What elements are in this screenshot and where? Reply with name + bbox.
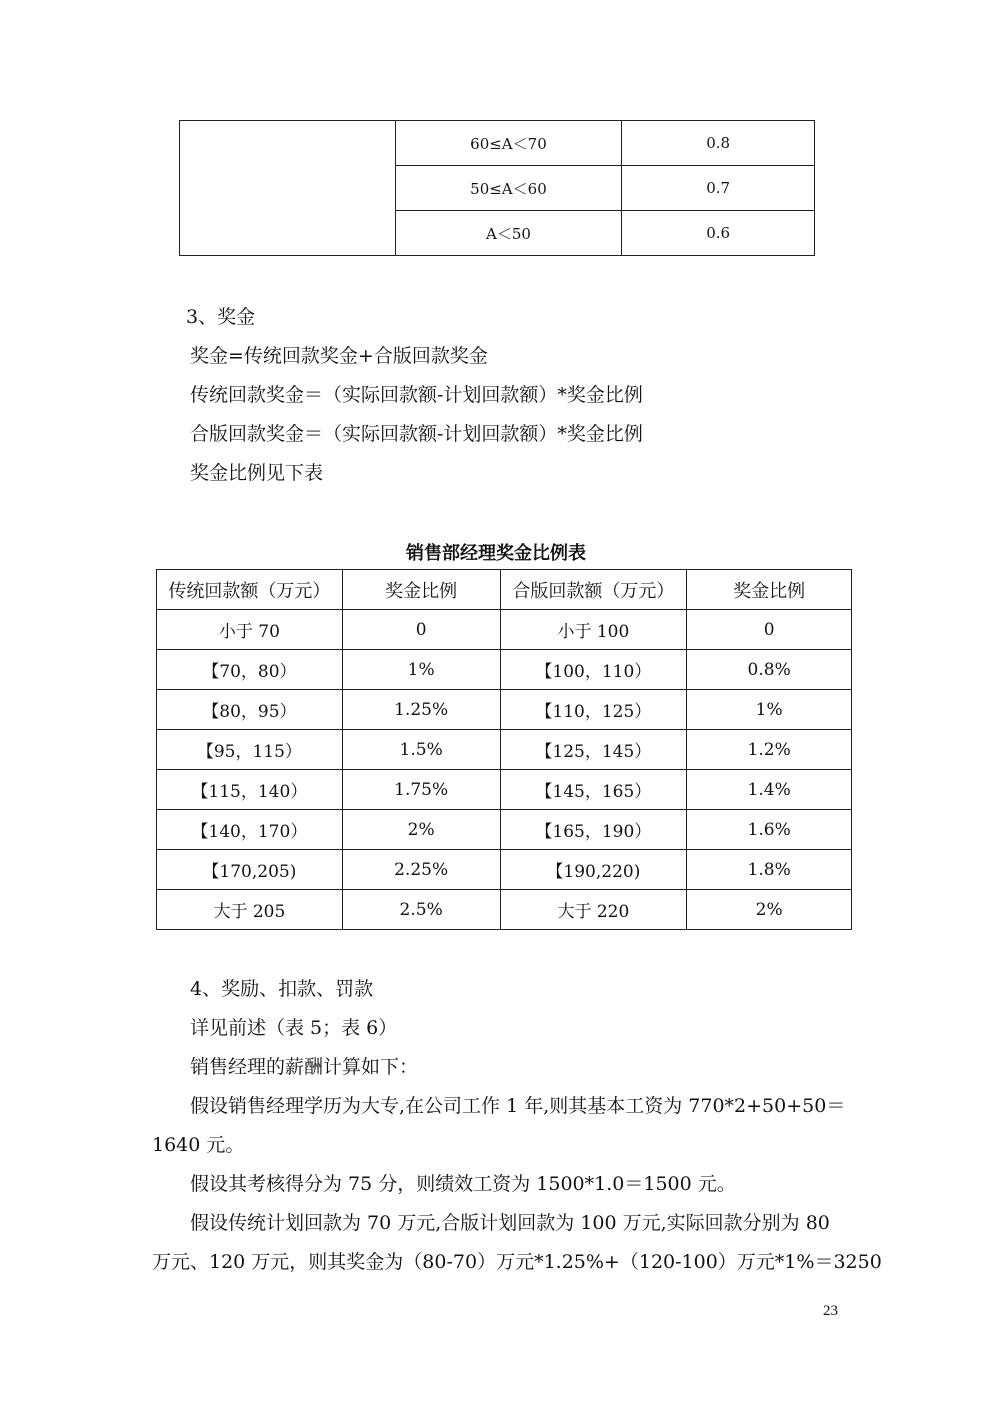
score-range-cell: A＜50	[395, 211, 622, 256]
combined-ratio-cell: 1.4%	[687, 770, 852, 810]
column-header: 合版回款额（万元）	[500, 570, 687, 610]
column-header: 传统回款额（万元）	[157, 570, 343, 610]
coefficient-cell: 0.8	[622, 121, 815, 166]
combined-range-cell: 【100，110）	[500, 650, 687, 690]
traditional-ratio-cell: 2.25%	[342, 850, 500, 890]
traditional-range-cell: 【140，170）	[157, 810, 343, 850]
combined-range-cell: 【165，190）	[500, 810, 687, 850]
calculation-intro: 销售经理的薪酬计算如下：	[190, 1056, 419, 1078]
traditional-ratio-cell: 1.25%	[342, 690, 500, 730]
merged-empty-cell	[180, 121, 396, 256]
table-row	[180, 121, 815, 166]
base-salary-paragraph-line-1: 假设销售经理学历为大专,在公司工作 1 年,则其基本工资为 770*2+50+50＝	[190, 1095, 846, 1117]
table-row	[157, 610, 852, 650]
bonus-formula-line: 奖金=传统回款奖金+合版回款奖金	[190, 345, 488, 367]
table-row	[157, 770, 852, 810]
bonus-example-paragraph-line-1: 假设传统计划回款为 70 万元,合版计划回款为 100 万元,实际回款分别为 80	[190, 1212, 830, 1234]
combined-ratio-cell: 0	[687, 610, 852, 650]
score-range-cell: 60≤A＜70	[395, 121, 622, 166]
traditional-range-cell: 【80，95）	[157, 690, 343, 730]
column-header: 奖金比例	[687, 570, 852, 610]
section-3-heading: 3、奖金	[186, 306, 256, 328]
traditional-ratio-cell: 1%	[342, 650, 500, 690]
traditional-range-cell: 【95，115）	[157, 730, 343, 770]
combined-ratio-cell: 1%	[687, 690, 852, 730]
bonus-ratio-table	[156, 569, 852, 930]
combined-range-cell: 【110，125）	[500, 690, 687, 730]
traditional-ratio-cell: 1.5%	[342, 730, 500, 770]
table-row	[157, 890, 852, 930]
combined-ratio-cell: 1.2%	[687, 730, 852, 770]
performance-pay-paragraph: 假设其考核得分为 75 分，则绩效工资为 1500*1.0＝1500 元。	[190, 1173, 736, 1195]
traditional-bonus-formula-line: 传统回款奖金＝（实际回款额-计划回款额）*奖金比例	[190, 384, 643, 406]
table-row	[157, 730, 852, 770]
rating-coefficient-table-continued	[179, 120, 815, 256]
bonus-ratio-reference-line: 奖金比例见下表	[190, 462, 324, 484]
combined-ratio-cell: 1.6%	[687, 810, 852, 850]
table-row	[157, 850, 852, 890]
combined-ratio-cell: 0.8%	[687, 650, 852, 690]
combined-range-cell: 【145，165）	[500, 770, 687, 810]
traditional-ratio-cell: 1.75%	[342, 770, 500, 810]
traditional-ratio-cell: 2.5%	[342, 890, 500, 930]
score-range-cell: 50≤A＜60	[395, 166, 622, 211]
bonus-example-paragraph-line-2: 万元、120 万元，则其奖金为（80-70）万元*1.25%+（120-100）万元*1%＝3250	[152, 1251, 882, 1273]
traditional-ratio-cell: 2%	[342, 810, 500, 850]
page-number: 23	[823, 1303, 838, 1319]
table-header-row	[157, 570, 852, 610]
coefficient-cell: 0.6	[622, 211, 815, 256]
column-header: 奖金比例	[342, 570, 500, 610]
combined-range-cell: 大于 220	[500, 890, 687, 930]
combined-range-cell: 【125，145）	[500, 730, 687, 770]
coefficient-cell: 0.7	[622, 166, 815, 211]
traditional-range-cell: 【115，140）	[157, 770, 343, 810]
traditional-ratio-cell: 0	[342, 610, 500, 650]
combined-range-cell: 【190,220)	[500, 850, 687, 890]
table-row	[157, 690, 852, 730]
traditional-range-cell: 【170,205)	[157, 850, 343, 890]
traditional-range-cell: 小于 70	[157, 610, 343, 650]
traditional-range-cell: 【70，80）	[157, 650, 343, 690]
bonus-table-body	[157, 610, 852, 930]
combined-ratio-cell: 1.8%	[687, 850, 852, 890]
section-4-detail: 详见前述（表 5；表 6）	[190, 1017, 398, 1039]
table-row	[157, 810, 852, 850]
combined-range-cell: 小于 100	[500, 610, 687, 650]
section-4-heading: 4、奖励、扣款、罚款	[190, 978, 374, 1000]
combined-bonus-formula-line: 合版回款奖金＝（实际回款额-计划回款额）*奖金比例	[190, 423, 643, 445]
table-row	[157, 650, 852, 690]
base-salary-paragraph-line-2: 1640 元。	[152, 1134, 245, 1156]
combined-ratio-cell: 2%	[687, 890, 852, 930]
bonus-table-title: 销售部经理奖金比例表	[406, 543, 586, 564]
traditional-range-cell: 大于 205	[157, 890, 343, 930]
